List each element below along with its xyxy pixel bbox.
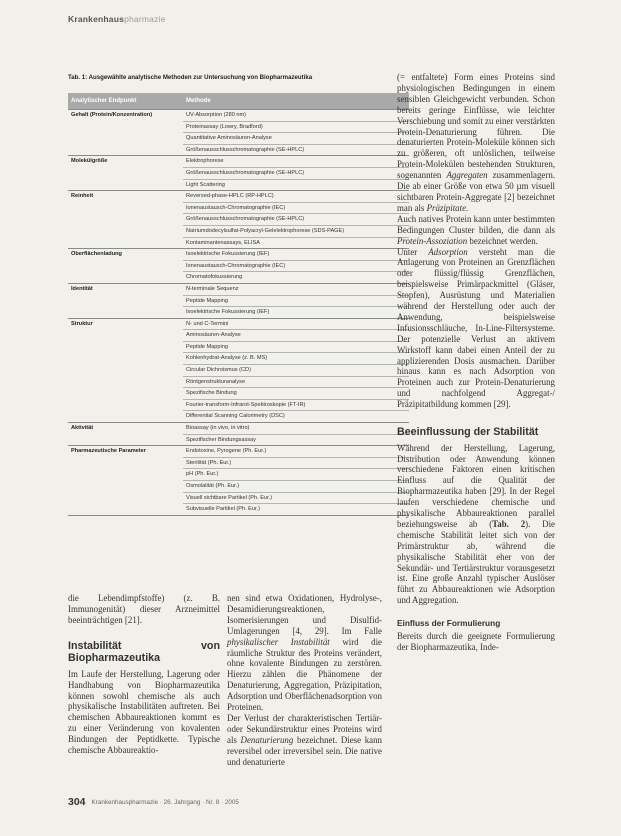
endpoint-cell: Identität bbox=[68, 283, 183, 295]
header-method: Methode bbox=[183, 93, 409, 110]
method-cell: Ionenaustausch-Chromatographie (IEC) bbox=[183, 202, 409, 214]
magazine-name: Krankenhaus bbox=[68, 14, 125, 24]
endpoint-cell bbox=[68, 365, 183, 377]
paragraph: Bereits durch die geeignete Formulierung der Biopharmazeutika, Inde- bbox=[397, 631, 555, 652]
method-cell: Visuell sichtbare Partikel (Ph. Eur.) bbox=[183, 492, 409, 504]
method-cell: Kontaminantenassays, ELISA bbox=[183, 237, 409, 249]
table-row bbox=[68, 504, 409, 516]
method-cell: Natriumdodecylsulfat-Polyacryl-Gelelektrophorese (SDS-PAGE) bbox=[183, 225, 409, 237]
method-cell: N- und C-Termini bbox=[183, 318, 409, 330]
endpoint-cell: Oberflächenladung bbox=[68, 249, 183, 261]
method-cell: Circular Dichroismus (CD) bbox=[183, 365, 409, 377]
table-row bbox=[68, 307, 409, 319]
paragraph: Der Verlust der charakteristischen Tertiär- oder Sekundärstruktur eines Proteins wird als Denaturierung bezeichnet. Diese kann reversibel oder irreversibel sein. Die native und denaturierte bbox=[227, 712, 382, 767]
paragraph: Unter Adsorption versteht man die Anlagerung von Proteinen an Grenzflächen oder flüssig/flüssig Grenzflächen, beispielsweise Primärpackmittel (Gläser, Stopfen), Ausrüstung und Materialien während der Herstellung oder auch der Anwendung, beispielsweise Infusionsschläuche, In-Line-Filtersysteme. Der potenzielle Verlust an aktivem Wirkstoff kann dabei einen Anteil der zu applizierenden Dosis ausmachen. Darüber hinaus kann es nach Adsorption von Proteinen auch zur Protein-Denaturierung und nachfolgend Aggregat-/ Präzipitatbildung kommen [29]. bbox=[397, 246, 556, 410]
paragraph: Während der Herstellung, Lagerung, Distribution oder Anwendung können verschiedene Faktoren einen kritischen Einfluss auf die Qualität der Biopharmazeutika haben [29]. In der Regel laufen verschiedene chemische und physikalische Abbaureaktionen parallel beziehungsweise ab (Tab. 2). Die chemische Stabilität leitet sich von der Primärstruktur ab, während die physikalische Stabilität eher von der Sekundär- und Tertiärstruktur vorausgesetzt ist. Eine große Anzahl typischer Auslöser führt zu Abbaureaktionen wie Adsorption und Aggregation. bbox=[397, 442, 555, 606]
table-row bbox=[68, 156, 409, 168]
method-cell: pH (Ph. Eur.) bbox=[183, 469, 409, 481]
endpoint-cell bbox=[68, 167, 183, 179]
endpoint-cell bbox=[68, 469, 183, 481]
endpoint-cell bbox=[68, 260, 183, 272]
endpoint-cell: Pharmazeutische Parameter bbox=[68, 446, 183, 458]
journal-info: Krankenhauspharmazie · 26. Jahrgang · Nr. 8 · 2005 bbox=[91, 799, 239, 806]
endpoint-cell bbox=[68, 376, 183, 388]
table-row bbox=[68, 191, 409, 203]
table-row bbox=[68, 214, 409, 226]
left-column bbox=[68, 593, 220, 756]
table-reference: Tab. 2 bbox=[492, 518, 526, 529]
endpoint-cell bbox=[68, 121, 183, 133]
endpoint-cell bbox=[68, 225, 183, 237]
endpoint-cell bbox=[68, 330, 183, 342]
table-body bbox=[68, 110, 409, 517]
table-row bbox=[68, 179, 409, 191]
paragraph: nen sind etwa Oxidationen, Hydrolyse-, Desamidierungsreaktionen, Isomerisierungen und Disulfid-Umlagerungen [4, 29]. Im Falle physikalischer Instabilität wird die räumliche Struktur des Proteins verändert, ohne kovalente Bindungen zu zerstören. Hierzu zählen die Phänomene der Denaturierung, Aggregation, Präzipitation, Adsorption und Oberflächenadsorption von Proteinen. bbox=[227, 593, 382, 713]
section-heading-stability: Beeinflussung der Stabilität bbox=[397, 426, 539, 439]
method-cell: Peptide Mapping bbox=[183, 341, 409, 353]
table-row bbox=[68, 341, 409, 353]
method-cell: Aminosäuren-Analyse bbox=[183, 330, 409, 342]
method-cell: Fourier-transform-Infrarot-Spektroskopie (FT-IR) bbox=[183, 399, 409, 411]
running-header bbox=[68, 14, 166, 24]
table-row bbox=[68, 376, 409, 388]
endpoint-cell bbox=[68, 307, 183, 319]
table-row bbox=[68, 110, 409, 122]
table-row bbox=[68, 411, 409, 423]
method-cell: Osmolalität (Ph. Eur.) bbox=[183, 481, 409, 493]
endpoint-cell bbox=[68, 144, 183, 156]
table-row bbox=[68, 469, 409, 481]
method-cell: Größenausschlusschromatographie (SE-HPLC) bbox=[183, 144, 409, 156]
endpoint-cell bbox=[68, 388, 183, 400]
method-cell: Isoelektrische Fokussierung (IEF) bbox=[183, 249, 409, 261]
method-cell: Sterilität (Ph. Eur.) bbox=[183, 457, 409, 469]
table-row bbox=[68, 144, 409, 156]
endpoint-cell bbox=[68, 341, 183, 353]
method-cell: Proteinassay (Lowry, Bradford) bbox=[183, 121, 409, 133]
method-cell: Chromatofokussierung bbox=[183, 272, 409, 284]
method-cell: Quantitative Aminosäuren-Analyse bbox=[183, 133, 409, 145]
subheading-formulation: Einfluss der Formulierung bbox=[397, 618, 501, 629]
endpoint-cell bbox=[68, 133, 183, 145]
method-cell: Ionenaustausch-Chromatographie (IEC) bbox=[183, 260, 409, 272]
method-cell: Endotoxine, Pyrogene (Ph. Eur.) bbox=[183, 446, 409, 458]
endpoint-cell: Struktur bbox=[68, 318, 183, 330]
table-row bbox=[68, 423, 409, 435]
method-cell: Bioassay (in vivo, in vitro) bbox=[183, 423, 409, 435]
rubric-name: pharmazie bbox=[124, 14, 166, 24]
table-row bbox=[68, 295, 409, 307]
endpoint-cell bbox=[68, 399, 183, 411]
method-cell: Subvisuelle Partikel (Ph. Eur.) bbox=[183, 504, 409, 516]
header-endpoint: Analytischer Endpunkt bbox=[68, 93, 183, 110]
endpoint-cell bbox=[68, 353, 183, 365]
methods-table bbox=[68, 93, 409, 517]
table-row bbox=[68, 121, 409, 133]
endpoint-cell bbox=[68, 202, 183, 214]
table-row bbox=[68, 481, 409, 493]
endpoint-cell bbox=[68, 295, 183, 307]
table-row bbox=[68, 434, 409, 446]
endpoint-cell bbox=[68, 272, 183, 284]
endpoint-cell bbox=[68, 481, 183, 493]
method-cell: Kohlenhydrat-Analyse (z. B. MS) bbox=[183, 353, 409, 365]
table-row bbox=[68, 388, 409, 400]
middle-column bbox=[227, 593, 382, 768]
table-row bbox=[68, 272, 409, 284]
table-caption: Tab. 1: Ausgewählte analytische Methoden zur Untersuchung von Biopharmazeutika bbox=[68, 74, 313, 81]
continued-paragraph: die Lebendimpfstoffe) (z. B. Immunogenität) dieser Arzneimittel beeinträchtigen [21]. bbox=[68, 593, 220, 625]
paragraph: Auch natives Protein kann unter bestimmten Bedingungen Cluster bilden, die dann als Protein-Assoziation bezeichnet werden. bbox=[397, 213, 555, 246]
table-row bbox=[68, 202, 409, 214]
page-footer bbox=[68, 796, 239, 808]
endpoint-cell bbox=[68, 492, 183, 504]
method-cell: Größenausschlusschromatographie (SE-HPLC) bbox=[183, 167, 409, 179]
endpoint-cell bbox=[68, 504, 183, 516]
endpoint-cell: Gehalt (Protein/Konzentration) bbox=[68, 110, 183, 122]
method-cell: N-terminale Sequenz bbox=[183, 283, 409, 295]
table-header-row bbox=[68, 93, 409, 110]
table-row bbox=[68, 318, 409, 330]
section-heading-instability: Instabilität von Biopharmazeutika bbox=[68, 639, 220, 665]
method-cell: Elektrophorese bbox=[183, 156, 409, 168]
endpoint-cell bbox=[68, 434, 183, 446]
table-row bbox=[68, 283, 409, 295]
endpoint-cell bbox=[68, 411, 183, 423]
table-row bbox=[68, 492, 409, 504]
paragraph: Im Laufe der Herstellung, Lagerung oder Handhabung von Biopharmazeutika können sowohl chemische als auch physikalische Instabilitäten auftreten. Bei chemischen Abbaureaktionen kommt es zu einer Veränderung von kovalenten Bindungen der Peptidkette. Typische chemische Abbaureaktio- bbox=[68, 668, 220, 756]
method-cell: Spezifische Bindung bbox=[183, 388, 409, 400]
table-end-rule bbox=[68, 515, 409, 517]
endpoint-cell: Aktivität bbox=[68, 423, 183, 435]
endpoint-cell bbox=[68, 179, 183, 191]
endpoint-cell bbox=[68, 214, 183, 226]
page-number: 304 bbox=[68, 796, 86, 808]
method-cell: UV-Absorption (280 nm) bbox=[183, 110, 409, 122]
table-row bbox=[68, 167, 409, 179]
table-row bbox=[68, 260, 409, 272]
method-cell: Reversed-phase-HPLC (RP-HPLC) bbox=[183, 191, 409, 203]
method-cell: Light Scattering bbox=[183, 179, 409, 191]
endpoint-cell bbox=[68, 237, 183, 249]
table-row bbox=[68, 365, 409, 377]
table-row bbox=[68, 457, 409, 469]
method-cell: Peptide Mapping bbox=[183, 295, 409, 307]
table-row bbox=[68, 446, 409, 458]
table-row bbox=[68, 249, 409, 261]
table-row bbox=[68, 237, 409, 249]
right-column bbox=[397, 72, 555, 653]
endpoint-cell bbox=[68, 457, 183, 469]
table-row bbox=[68, 399, 409, 411]
method-cell: Isoelektrische Fokussierung (IEF) bbox=[183, 307, 409, 319]
table-row bbox=[68, 353, 409, 365]
paragraph: (= entfaltete) Form eines Proteins sind physiologischen Bedingungen in einem sensiblen Gleichgewicht verbunden. Schon bereits geringe Einflüsse, wie leichter Verschiebung und somit zu einer verstärkten Protein-Denaturierung führen. Die denaturierten Protein-Moleküle können sich zu größeren, oft unlöslichen, teilweise Protein-Molekülen bestehenden Strukturen, sogenannten Aggregaten zusammenlagern. Die ab einer Größe von etwa 50 µm visuell sichtbaren Protein-Aggregate [2] bezeichnet man als Präzipitate. bbox=[397, 72, 555, 213]
endpoint-cell: Molekülgröße bbox=[68, 156, 183, 168]
method-cell: Spezifischer Bindungsassay bbox=[183, 434, 409, 446]
method-cell: Röntgenstrukturanalyse bbox=[183, 376, 409, 388]
method-cell: Größenausschlusschromatographie (SE-HPLC) bbox=[183, 214, 409, 226]
table-row bbox=[68, 330, 409, 342]
endpoint-cell: Reinheit bbox=[68, 191, 183, 203]
method-cell: Differential Scanning Calorimetry (DSC) bbox=[183, 411, 409, 423]
table-row bbox=[68, 133, 409, 145]
table-row bbox=[68, 225, 409, 237]
